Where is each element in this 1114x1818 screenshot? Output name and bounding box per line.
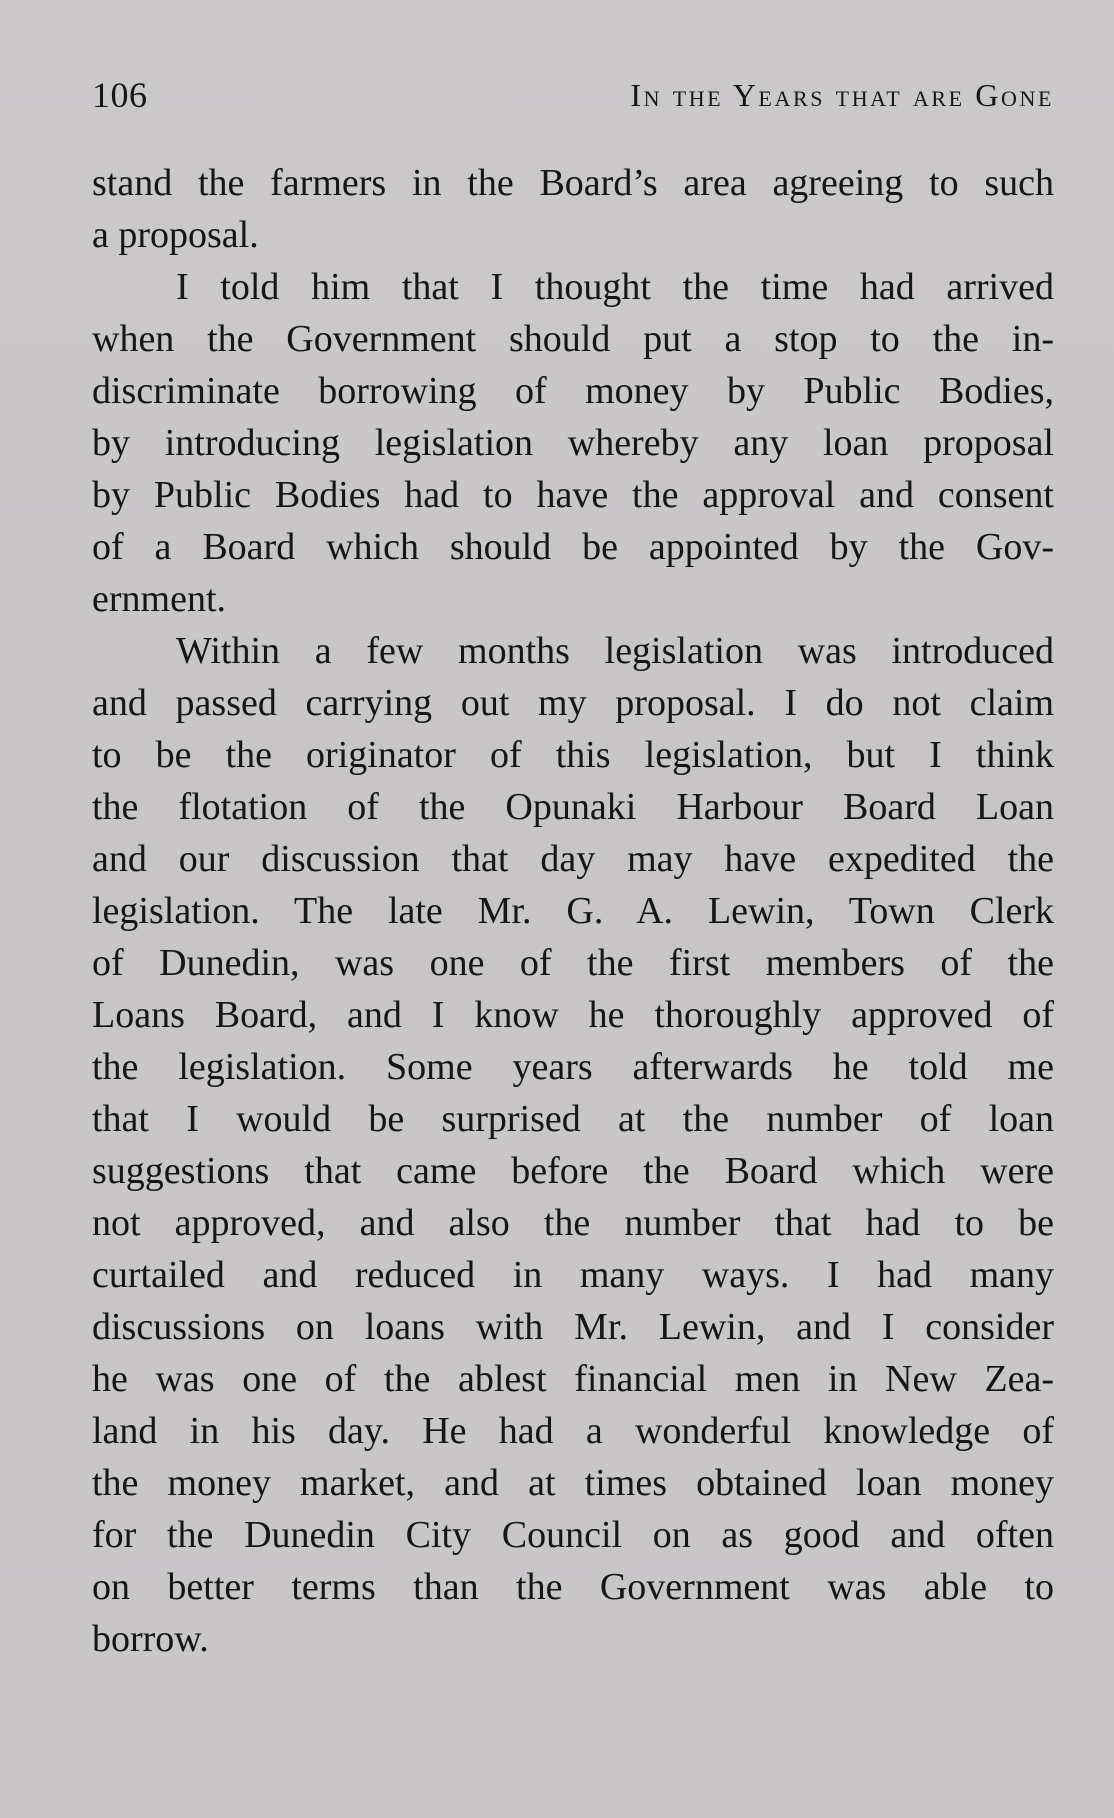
text-line: of Dunedin, was one of the first members of the <box>92 942 1054 984</box>
text-line: of a Board which should be appointed by the Gov- <box>92 526 1054 568</box>
text-line: by introducing legislation whereby any loan proposal <box>92 422 1054 464</box>
text-line: the flotation of the Opunaki Harbour Board Loan <box>92 786 1054 828</box>
body-text <box>92 157 1054 1665</box>
text-line: that I would be surprised at the number of loan <box>92 1098 1054 1140</box>
text-line: discussions on loans with Mr. Lewin, and I consider <box>92 1306 1054 1348</box>
text-line: he was one of the ablest financial men in New Zea- <box>92 1358 1054 1400</box>
text-line: I told him that I thought the time had arrived <box>176 266 1054 308</box>
text-line: to be the originator of this legislation, but I think <box>92 734 1054 776</box>
text-line: suggestions that came before the Board which were <box>92 1150 1054 1192</box>
page-number: 106 <box>92 75 148 115</box>
text-line: when the Government should put a stop to the in- <box>92 318 1054 360</box>
text-line: discriminate borrowing of money by Public Bodies, <box>92 370 1054 412</box>
text-line: the money market, and at times obtained loan money <box>92 1462 1054 1504</box>
text-line: ernment. <box>92 578 227 620</box>
text-line: not approved, and also the number that had to be <box>92 1202 1054 1244</box>
text-line: and our discussion that day may have expedited the <box>92 838 1054 880</box>
text-line: land in his day. He had a wonderful knowledge of <box>92 1410 1054 1452</box>
text-line: the legislation. Some years afterwards he told me <box>92 1046 1054 1088</box>
text-line: for the Dunedin City Council on as good and often <box>92 1514 1054 1556</box>
text-line: legislation. The late Mr. G. A. Lewin, Town Clerk <box>92 890 1054 932</box>
text-line: a proposal. <box>92 214 259 256</box>
text-line: stand the farmers in the Board’s area agreeing to such <box>92 162 1054 204</box>
running-title: In the Years that are Gone <box>630 77 1054 113</box>
text-line: on better terms than the Government was able to <box>92 1566 1054 1608</box>
text-line: and passed carrying out my proposal. I do not claim <box>92 682 1054 724</box>
text-line: by Public Bodies had to have the approval and consent <box>92 474 1054 516</box>
running-head <box>92 70 1054 120</box>
text-line: Within a few months legislation was introduced <box>176 630 1054 672</box>
text-line: Loans Board, and I know he thoroughly approved of <box>92 994 1054 1036</box>
text-line: curtailed and reduced in many ways. I had many <box>92 1254 1054 1296</box>
text-line: borrow. <box>92 1618 209 1660</box>
